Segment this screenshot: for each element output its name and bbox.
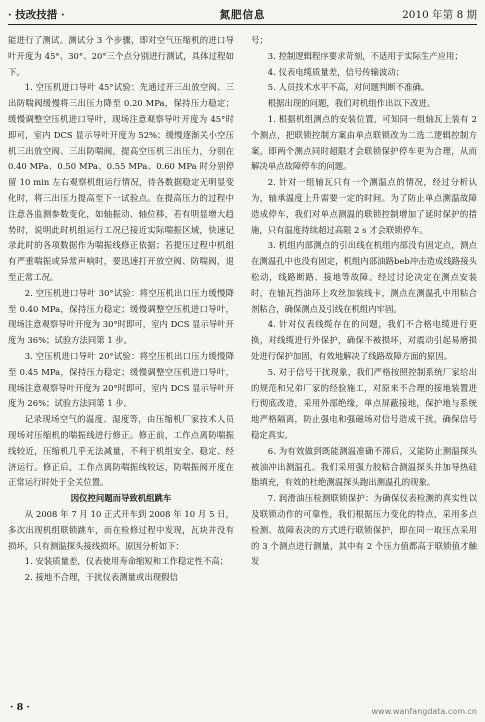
paragraph: 1. 空压机进口导叶 45°试验：先通过开三出放空阀、三出防喘阀缓慢将三出压力降至 0.20 MPa，保持压力稳定；缓慢调整空压机进口导叶，现场注意观察导叶开度为 45°时即可，室内 DCS 显示导叶开度为 52%；缓慢逐渐关小空压机三出放空阀、三出防喘阀，提高空压机三出压力，分别在 0.40 MPa、0.50 MPa、0.55 MPa、0.60 MPa 时分别停留 10 min 左右观察机组运行情况，待各数据稳定无明显变化时，将三出压力提高至下一试验点。在提高压力的过程中注意各监测参数变化，如轴振动、轴位移，若有明显增大趋势时，说明此时机组运行工况已接近实际喘振区域，快速记录此时的各项数据作为喘振线修正依据；若提压过程中机组有严重喘振或异常声响时，要迅速打开放空阀、防喘阀，退至正常工况。 [8, 82, 234, 282]
paragraph: 3. 机组内部测点的引出线在机组内部没有固定点，测点在测温孔中也没有固定，机组内部油路beb冲击造成线路接头松动，线路断路、接地等故障。经过讨论决定在测点安装时，在轴瓦挡油环上攻丝加装线卡，测点在测温孔中用粘合剂粘合，确保测点及引线在机组内牢固。 [251, 240, 477, 314]
paragraph: 7. 润滑油压检测联锁保护：为确保仪表检测的真实性以及联锁动作的可靠性，我们根据压力变化的特点，采用多点检测、故障表决的方式进行联锁保护，即在同一取压点采用的 3 个测点进行测量，其中有 2 个压力值都高于联锁值才触发 [251, 493, 477, 567]
paragraph: 4. 针对仪表线缆存在的问题，我们不合格电缆进行更换，对线缆进行外保护，确保不被损坏，对震动引起易磨损处进行保护加固，有效地解决了线路故障方面的原因。 [251, 319, 477, 361]
watermark: www.wanfangdata.com.cn [371, 707, 477, 716]
left-column [8, 33, 234, 688]
paragraph: 2. 针对一组轴瓦只有一个测温点的情况，经过分析认为，轴承温度上升需要一定的时间。为了防止单点测温故障造成停车，我们对单点测温的联锁控制增加了延时保护的措施，只有温度持续超过高限 2 s 才会联锁停车。 [251, 177, 477, 235]
paragraph: 4. 仪表电缆质量差，信号传输波动； [267, 66, 405, 77]
section-subheading: 因仪控问题而导致机组跳车 [70, 493, 172, 504]
journal-title: 氮肥信息 [219, 9, 266, 21]
paragraph: 号； [251, 35, 268, 45]
section-label: · 技改技措 · [8, 9, 65, 21]
paragraph: 2. 空压机进口导叶 30°试验：将空压机出口压力缓慢降至 0.40 MPa，保持压力稳定；缓慢调整空压机进口导叶，现场注意观察导叶开度为 30°时即可，室内 DCS 显示导叶开度为 36%；试验方法同第 1 步。 [8, 287, 234, 346]
page-header [8, 6, 477, 25]
paragraph: 5. 对于信号干扰现象，我们严格按照控制系统厂家给出的规范和兄弟厂家的经验施工，对原来不合理的接地装置进行彻底改造，采用外部绝缘，单点屏蔽接地，保护地与系统地严格隔离，防止强电和强磁场对信号造成干扰，确保信号稳定真实。 [251, 366, 477, 440]
issue-label: 2010 年第 8 期 [402, 9, 477, 21]
paragraph: 能进行了测试。测试分 3 个步骤，即对空气压缩机的进口导叶开度为 45°、30°、20°三个点分别进行测试，具体过程如下。 [8, 35, 234, 77]
page-number: · 8 · [10, 702, 30, 713]
paragraph: 从 2008 年 7 月 10 正式开车到 2008 年 10 月 5 日，多次出现机组联锁跳车，而在检修过程中发现，瓦块并没有损坏，只有测温探头接线损坏。原因分析如下： [8, 508, 234, 551]
paragraph: 5. 人员技术水平不高，对问题判断不准确。 [267, 82, 430, 93]
paragraph: 3. 空压机进口导叶 20°试验：将空压机出口压力缓慢降至 0.45 MPa，保持压力稳定；缓慢调整空压机进口导叶，现场注意观察导叶开度为 20°时即可，室内 DCS 显示导叶开度为 26%；试验方法同第 1 步。 [8, 350, 234, 409]
paragraph: 根据出现的问题，我们对机组作出以下改进。 [267, 98, 436, 109]
paragraph: 1. 根据机组测点的安装位置，可知同一组轴瓦上装有 2 个测点，把联锁控制方案由单点联锁改为二选二逻辑控制方案，即两个测点同时超限才会联锁保护停车更为合理，从而解决单点故障停车的问题。 [251, 113, 477, 172]
paragraph: 6. 为有效做到既能测温准确不滞后，又能防止测温探头被油冲出测温孔。我们采用强力胶粘合测温探头并加导热硅脂填充，有效的杜绝测温探头跑出测温孔的现象。 [251, 445, 477, 488]
paragraph: 3. 控制逻辑程序要求苛刻，不适用于实际生产应用； [267, 50, 463, 61]
paragraph: 记录现场空气的温度、湿度等，由压缩机厂家技术人员现场对压缩机的喘振线进行修正。修正前，工作点离防喘振线较近，压缩机几乎无法减量，不利于机组安全、稳定、经济运行。修正后，工作点离防喘振线较远，防喘振阀开度在正常运行时处于全关位置。 [8, 414, 234, 488]
right-column [251, 33, 477, 688]
paragraph: 2. 接地不合理，干扰仪表测量或出现假信 [24, 572, 178, 583]
paragraph: 1. 安装质量差，仪表使用寿命缩短和工作稳定性不高； [24, 556, 229, 567]
